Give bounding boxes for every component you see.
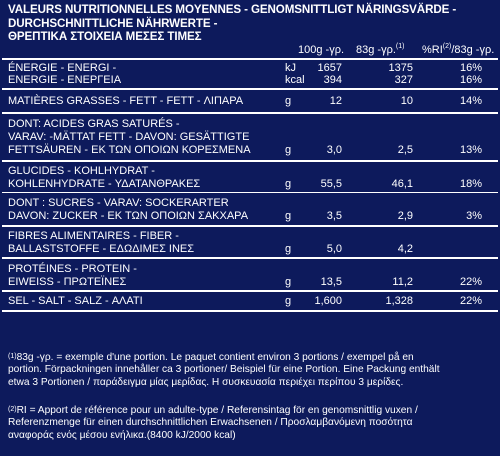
row-protein: PROTÉINES - PROTEIN - EIWEISS - ΠΡΩΤΕΪΝΕΣ g 13,5 11,2 22%	[8, 263, 482, 288]
column-headers	[0, 44, 500, 58]
row-salt: SEL - SALT - SALZ - ΑΛΑΤΙ g 1,600 1,328 22%	[8, 295, 482, 307]
label-header	[0, 3, 500, 44]
row-saturates: DONT: ACIDES GRAS SATURÉS - VARAV: -MÄTTAT FETT - DAVON: GESÄTTIGTE FETTSÄUREN - ΕΚ ΤΩΝ ΟΠΟΙΩΝ ΚΟΡΕΣΜΕΝΑ g 3,0 2,5 13%	[8, 117, 482, 156]
row-fat: MATIÈRES GRASSES - FETT - FETT - ΛΙΠΑΡΑ g 12 10 14%	[8, 94, 482, 107]
footnote-portion: $^{(1)}$83g -γρ. = exemple d'une portion. Le paquet contient environ 3 portions / exempel på en portion. Förpackningen innehåller ca 3 portioner/ Beispiel für eine Portion. Eine Packung enthält etwa 3 Portionen / παράδειγμα μίας μερίδας. Η συσκευασία περιέχει περίπου 3 μερίδες.	[8, 352, 440, 388]
header-line-1: VALEURS NUTRITIONNELLES MOYENNES - GENOMSNITTLIGT NÄRINGSVÄRDE -	[8, 3, 457, 16]
col-ri: %RI$^{(2)}$/83g -γρ.	[422, 42, 495, 56]
header-line-2: DURCHSCHNITTLICHE NÄHRWERTE -	[8, 16, 218, 30]
row-energy: ÉNERGIE - ENERGI - ENERGIE - ΕΝΕΡΓΕΙΑ kJ kcal 1657 394 1375 327 16% 16%	[8, 61, 482, 86]
col-per83: 83g -γρ.$^{(1)}$	[356, 42, 405, 56]
row-carbohydrate: GLUCIDES - KOHLHYDRAT - KOHLENHYDRATE - ΥΔΑΤΑΝΘΡΑΚΕΣ g 55,5 46,1 18%	[8, 164, 482, 190]
divider	[2, 310, 498, 312]
header-line-3: ΘΡΕΠΤΙΚΑ ΣΤΟΙΧΕΙΑ ΜΕΣΕΣ ΤΙΜΕΣ	[8, 30, 202, 43]
row-sugars: DONT : SUCRES - VARAV: SOCKERARTER DAVON: ZUCKER - ΕΚ ΤΩΝ ΟΠΟΙΩΝ ΣΑΚΧΑΡΑ g 3,5 2,9 3%	[8, 197, 482, 222]
row-fibre: FIBRES ALIMENTAIRES - FIBER - BALLASTSTOFFE - ΕΔΩΔΙΜΕΣ ΙΝΕΣ g 5,0 4,2	[8, 230, 413, 255]
col-per100: 100g -γρ.	[298, 43, 345, 56]
footnote-reference-intake: $^{(2)}$RI = Apport de référence pour un adulte-type / Referensintag för en genomsnittlig vuxen / Referenzmenge für einen durchschnittlichen Erwachsenen / Προσλαμβανόμενη ποσότητα αναφοράς ενός μέσου ενήλικα.(8400 kJ/2000 kcal)	[8, 405, 418, 441]
